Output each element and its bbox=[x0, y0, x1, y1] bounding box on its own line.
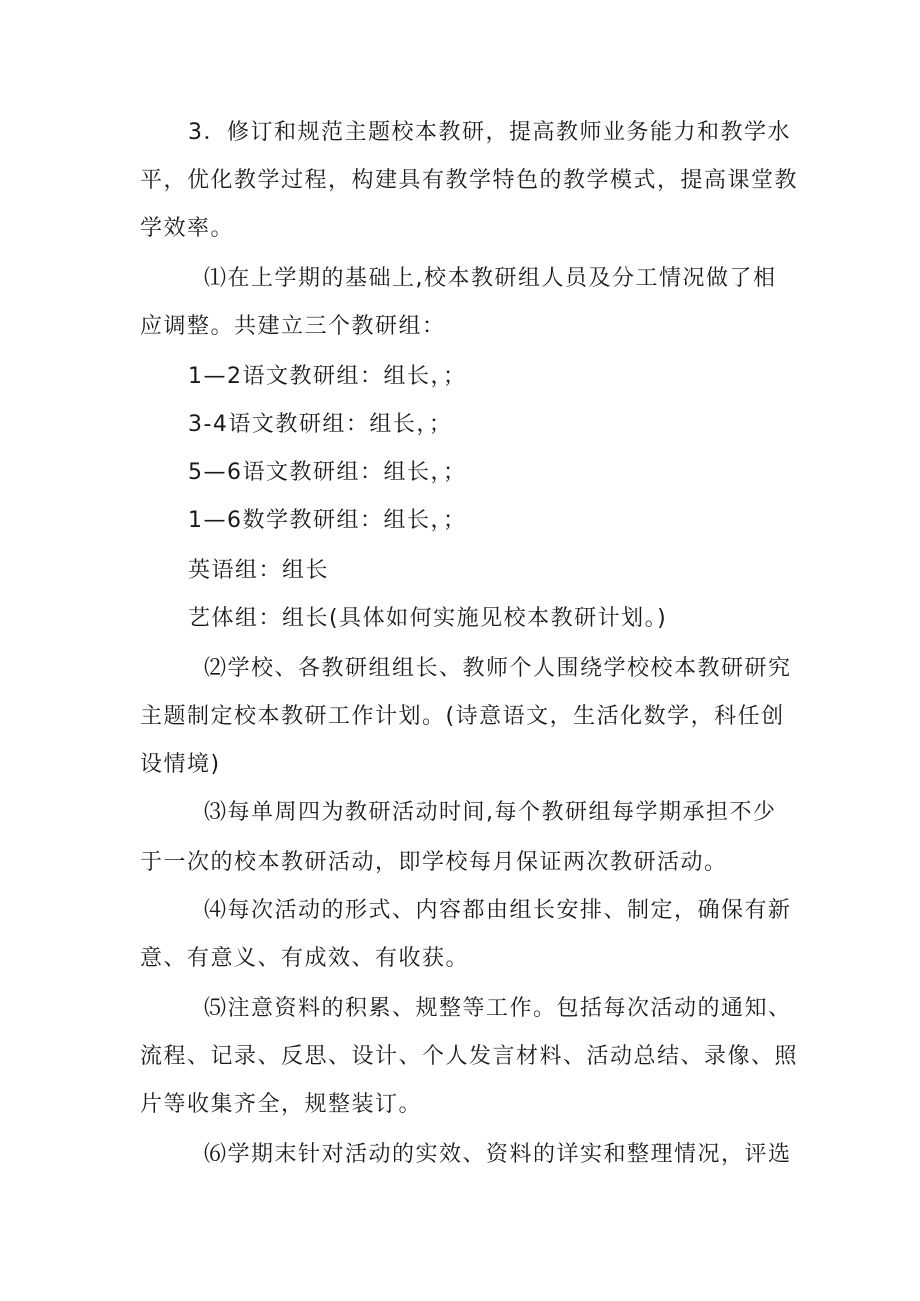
text-line-19: ⑸注意资料的积累、规整等工作。包括每次活动的通知、 bbox=[204, 996, 792, 1021]
text-line-9: 1—6数学教研组：组长，； bbox=[188, 508, 467, 533]
text-line-21: 片等收集齐全，规整装订。 bbox=[140, 1092, 423, 1117]
text-line-17: ⑷每次活动的形式、内容都由组长安排、制定，确保有新 bbox=[204, 898, 792, 923]
text-line-7: 3-4语文教研组：组长，； bbox=[188, 412, 453, 437]
text-line-12: ⑵学校、各教研组组长、教师个人围绕学校校本教研研究 bbox=[204, 656, 792, 681]
text-line-4: ⑴在上学期的基础上,校本教研组人员及分工情况做了相 bbox=[204, 266, 777, 291]
text-line-22: ⑹学期末针对活动的实效、资料的详实和整理情况，评选 bbox=[204, 1142, 792, 1167]
text-line-1: 3．修订和规范主题校本教研，提高教师业务能力和教学水 bbox=[188, 120, 791, 145]
text-line-10: 英语组：组长 bbox=[188, 558, 330, 583]
text-line-8: 5—6语文教研组：组长，； bbox=[188, 460, 467, 485]
text-line-5: 应调整。共建立三个教研组： bbox=[140, 314, 446, 339]
text-line-3: 学效率。 bbox=[140, 216, 235, 241]
text-line-2: 平，优化教学过程，构建具有教学特色的教学模式，提高课堂教 bbox=[140, 168, 799, 193]
text-line-14: 设情境) bbox=[140, 752, 221, 777]
text-line-13: 主题制定校本教研工作计划。(诗意语文，生活化数学，科任创 bbox=[140, 704, 785, 729]
text-line-11: 艺体组：组长(具体如何实施见校本教研计划。) bbox=[188, 606, 668, 631]
text-line-6: 1—2语文教研组：组长，； bbox=[188, 364, 467, 389]
text-line-15: ⑶每单周四为教研活动时间,每个教研组每学期承担不少 bbox=[204, 800, 777, 825]
text-line-18: 意、有意义、有成效、有收获。 bbox=[140, 946, 470, 971]
text-line-20: 流程、记录、反思、设计、个人发言材料、活动总结、录像、照 bbox=[140, 1044, 799, 1069]
text-line-16: 于一次的校本教研活动，即学校每月保证两次教研活动。 bbox=[140, 850, 728, 875]
